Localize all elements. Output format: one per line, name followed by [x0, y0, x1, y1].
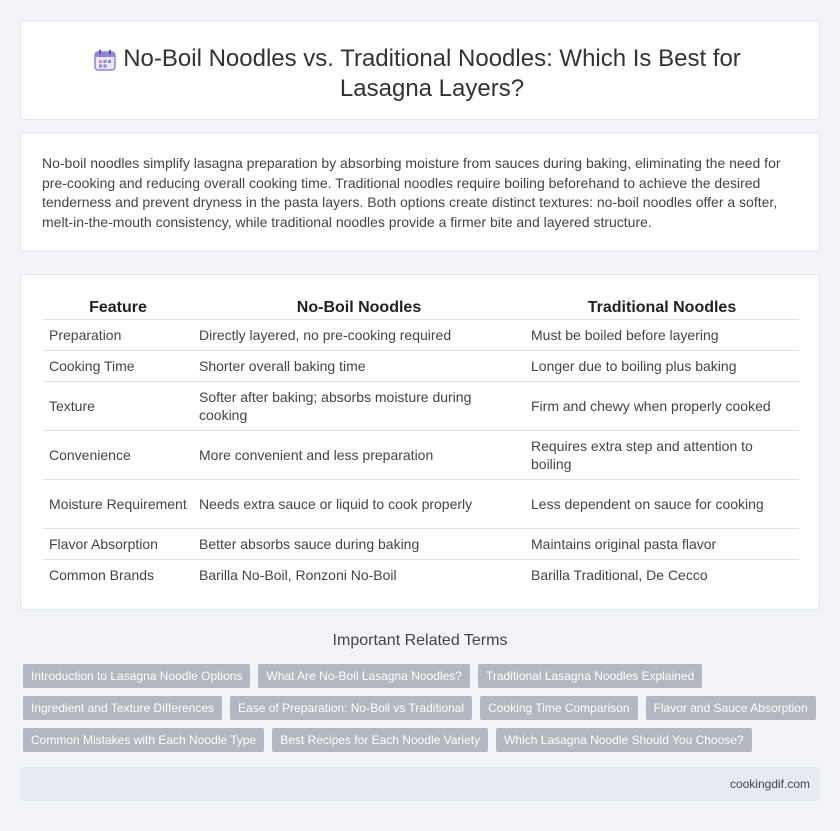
table-row — [43, 430, 799, 479]
tag-row — [23, 664, 823, 688]
cell-traditional: Must be boiled before layering — [525, 319, 799, 350]
cell-no-boil: Barilla No-Boil, Ronzoni No-Boil — [199, 566, 397, 583]
cell-feature: Texture — [43, 381, 193, 430]
cell-no-boil: Better absorbs sauce during baking — [193, 528, 525, 559]
cell-traditional: Less dependent on sauce for cooking — [525, 479, 799, 528]
related-terms-title: Important Related Terms — [332, 632, 508, 649]
cell-feature: Preparation — [43, 319, 193, 350]
related-tag[interactable]: Common Mistakes with Each Noodle Type — [23, 728, 264, 752]
table-row — [43, 381, 799, 430]
table-row — [43, 319, 799, 350]
cell-feature: Cooking Time — [43, 350, 193, 381]
cell-traditional: Longer due to boiling plus baking — [525, 350, 799, 381]
title-card — [20, 20, 820, 120]
tag-row — [23, 728, 823, 752]
header-traditional: Traditional Noodles — [525, 297, 799, 319]
related-terms-list — [23, 664, 823, 760]
header-feature: Feature — [43, 297, 193, 319]
cell-feature: Common Brands — [49, 566, 155, 583]
table-header-row — [43, 297, 799, 319]
page-title: No-Boil Noodles vs. Traditional Noodles: Which Is Best for Lasagna Layers? — [123, 45, 741, 102]
cell-feature: Flavor Absorption — [43, 528, 193, 559]
cell-no-boil: Directly layered, no pre-cooking required — [193, 319, 525, 350]
cell-no-boil: Shorter overall baking time — [193, 350, 525, 381]
footer-site-link[interactable]: cookingdif.com — [729, 777, 810, 791]
cell-traditional: Requires extra step and attention to boiling — [525, 430, 799, 479]
intro-paragraph: No-boil noodles simplify lasagna preparation by absorbing moisture from sauces during baking, eliminating the need for pre-cooking and reducing overall cooking time. Traditional noodles require boiling beforehand to achieve the desired tenderness and prevent dryness in the pasta layers. Both options create distinct textures: no-boil noodles offer a softer, melt-in-the-mouth consistency, while traditional noodles provide a firmer bite and layered structure. — [42, 155, 781, 230]
related-tag[interactable]: Cooking Time Comparison — [480, 696, 637, 720]
related-tag[interactable]: Ease of Preparation: No-Boil vs Traditional — [230, 696, 472, 720]
cell-feature: Moisture Requirement — [43, 479, 193, 528]
table-row — [43, 479, 799, 528]
related-tag[interactable]: What Are No-Boil Lasagna Noodles? — [258, 664, 469, 688]
cell-no-boil: More convenient and less preparation — [193, 430, 525, 479]
cell-traditional: Firm and chewy when properly cooked — [525, 381, 799, 430]
intro-card — [20, 132, 820, 252]
table-row — [43, 350, 799, 381]
tag-row — [23, 696, 823, 720]
header-no-boil: No-Boil Noodles — [193, 297, 525, 319]
related-tag[interactable]: Traditional Lasagna Noodles Explained — [478, 664, 702, 688]
comparison-card — [20, 274, 820, 610]
related-tag[interactable]: Ingredient and Texture Differences — [23, 696, 222, 720]
cell-no-boil: Needs extra sauce or liquid to cook properly — [193, 479, 525, 528]
cell-feature: Convenience — [43, 430, 193, 479]
cell-no-boil: Softer after baking; absorbs moisture during cooking — [193, 381, 525, 430]
cell-traditional: Barilla Traditional, De Cecco — [531, 566, 708, 583]
related-tag[interactable]: Flavor and Sauce Absorption — [646, 696, 816, 720]
footer — [20, 767, 820, 801]
related-tag[interactable]: Introduction to Lasagna Noodle Options — [23, 664, 250, 688]
cell-traditional: Maintains original pasta flavor — [525, 528, 799, 559]
related-tag[interactable]: Which Lasagna Noodle Should You Choose? — [496, 728, 752, 752]
related-tag[interactable]: Best Recipes for Each Noodle Variety — [272, 728, 488, 752]
comparison-table — [43, 297, 799, 590]
table-row — [43, 559, 799, 590]
table-row — [43, 528, 799, 559]
